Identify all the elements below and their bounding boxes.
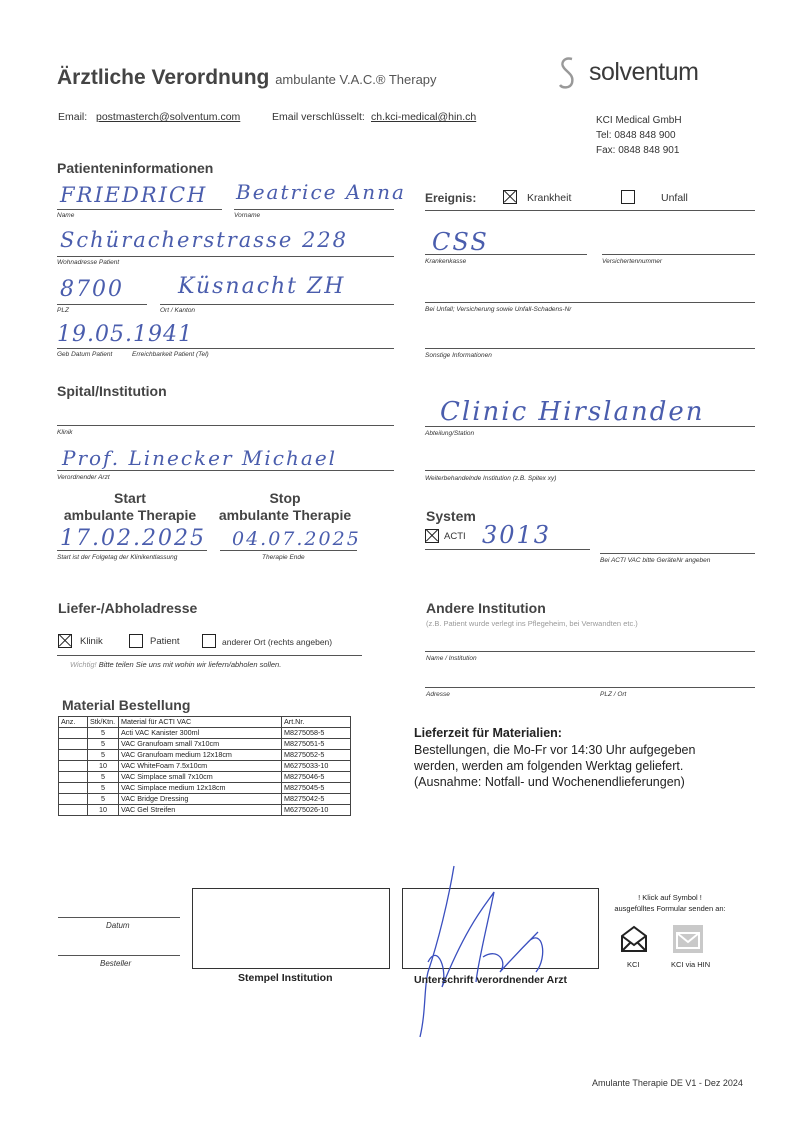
- patient-heading: Patienteninformationen: [57, 160, 214, 176]
- abteilung-label: Abteilung/Station: [425, 430, 475, 437]
- abteilung-value[interactable]: Clinic Hirslanden: [440, 397, 705, 427]
- unfall-info-line: [425, 302, 755, 303]
- delivery-heading: Liefer-/Abholadresse: [58, 600, 198, 616]
- material-nr-cell: M8275045-5: [282, 783, 351, 794]
- start-heading-l2: ambulante Therapie: [63, 507, 197, 523]
- material-stk-cell: 5: [88, 783, 119, 794]
- patient-geb-label: Geb Datum Patient: [57, 351, 113, 358]
- brand-name: solventum: [589, 58, 699, 86]
- material-anz-cell[interactable]: [59, 783, 88, 794]
- delivery-klinik-label: Klinik: [80, 636, 103, 647]
- email-link[interactable]: postmasterch@solventum.com: [96, 111, 241, 123]
- patient-vorname-value[interactable]: Beatrice Anna: [236, 180, 406, 204]
- other-note: (z.B. Patient wurde verlegt ins Pflegeheim, bei Verwandten etc.): [426, 619, 638, 628]
- delivery-anderer-label: [222, 637, 332, 647]
- material-col-anz: Anz.: [59, 717, 88, 728]
- material-nr-cell: M6275033-10: [282, 761, 351, 772]
- material-row: [59, 728, 351, 739]
- abteilung-line: [425, 426, 755, 427]
- solventum-logo-icon: [556, 55, 578, 91]
- system-line: [425, 549, 590, 550]
- system-nr-value[interactable]: 3013: [482, 521, 552, 549]
- arzt-label: Verordnender Arzt: [57, 474, 110, 481]
- email-enc-label: Email verschlüsselt:: [272, 111, 365, 123]
- patient-geb-value[interactable]: 19.05.1941: [57, 322, 193, 347]
- material-name-cell: VAC Granufoam small 7x10cm: [119, 739, 282, 750]
- material-row: [59, 772, 351, 783]
- krankheit-label: Krankheit: [527, 192, 572, 204]
- send-instructions: [590, 892, 750, 914]
- material-name-cell: VAC Gel Streifen: [119, 805, 282, 816]
- besteller-line: [58, 955, 180, 956]
- delivery-hint-text: Bitte teilen Sie uns mit wohin wir liefern/abholen sollen.: [98, 660, 282, 669]
- email-label: Email:: [58, 111, 88, 123]
- material-anz-cell[interactable]: [59, 761, 88, 772]
- material-header-row: [59, 717, 351, 728]
- material-stk-cell: 5: [88, 728, 119, 739]
- patient-plz-label: PLZ: [57, 307, 69, 314]
- company-name: KCI Medical GmbH: [596, 115, 682, 126]
- company-tel: Tel: 0848 848 900: [596, 130, 676, 141]
- patient-adresse-line: [57, 256, 394, 257]
- material-stk-cell: 10: [88, 805, 119, 816]
- other-plz-label: PLZ / Ort: [600, 691, 627, 698]
- weiter-line: [425, 470, 755, 471]
- lieferzeit-heading: Lieferzeit für Materialien:: [414, 726, 562, 740]
- material-row: [59, 805, 351, 816]
- system-nr-line: [600, 553, 755, 554]
- kci-label: KCI: [627, 960, 640, 969]
- mail-kci-hin-icon[interactable]: [672, 924, 704, 954]
- material-name-cell: VAC Simplace small 7x10cm: [119, 772, 282, 783]
- start-heading: [60, 490, 200, 524]
- patient-name-label: Name: [57, 212, 75, 219]
- patient-plz-value[interactable]: 8700: [60, 277, 124, 302]
- other-adresse-line: [425, 687, 755, 688]
- material-row: [59, 739, 351, 750]
- event-label: Ereignis:: [425, 191, 477, 205]
- delivery-hint: [70, 660, 281, 669]
- datum-line: [58, 917, 180, 918]
- lieferzeit-line3: (Ausnahme: Notfall- und Wochenendlieferungen): [414, 775, 685, 789]
- krankenkasse-line: [425, 254, 587, 255]
- stop-date-line: [220, 550, 357, 551]
- material-nr-cell: M8275052-5: [282, 750, 351, 761]
- patient-tel-label: Erreichbarkeit Patient (Tel): [132, 351, 209, 358]
- versnr-label: Versichertennummer: [602, 258, 663, 265]
- unfall-info-label: Bei Unfall; Versicherung sowie Unfall-Schadens-Nr: [425, 306, 572, 313]
- weiter-label: Weiterbehandelnde Institution (z.B. Spitex xy): [425, 475, 557, 482]
- system-caption: Bei ACTI VAC bitte GeräteNr angeben: [600, 557, 711, 564]
- stempel-label: Stempel Institution: [238, 972, 333, 984]
- kci-hin-label: KCI via HIN: [671, 960, 711, 969]
- patient-vorname-line: [234, 209, 394, 210]
- material-anz-cell[interactable]: [59, 772, 88, 783]
- delivery-anderer-text: anderer Ort: [222, 637, 266, 647]
- start-heading-l1: Start: [114, 490, 146, 506]
- patient-ort-value[interactable]: Küsnacht ZH: [178, 274, 346, 299]
- klinik-label: Klinik: [57, 429, 73, 436]
- other-name-line: [425, 651, 755, 652]
- sonstige-line: [425, 348, 755, 349]
- patient-vorname-label: Vorname: [234, 212, 261, 219]
- stop-heading: [215, 490, 355, 524]
- mail-kci-icon[interactable]: [619, 924, 649, 954]
- stop-heading-l2: ambulante Therapie: [218, 507, 352, 523]
- krankenkasse-label: Krankenkasse: [425, 258, 467, 265]
- footer-version: Amulante Therapie DE V1 - Dez 2024: [592, 1078, 743, 1088]
- material-name-cell: VAC Simplace medium 12x18cm: [119, 783, 282, 794]
- delivery-anderer-note: (rechts angeben): [267, 637, 333, 647]
- krankheit-checkbox[interactable]: [503, 190, 517, 204]
- spital-heading: Spital/Institution: [57, 383, 167, 399]
- krankenkasse-value[interactable]: CSS: [432, 228, 489, 256]
- material-col-name: Material für ACTI VAC: [119, 717, 282, 728]
- material-anz-cell[interactable]: [59, 728, 88, 739]
- material-anz-cell[interactable]: [59, 739, 88, 750]
- material-stk-cell: 10: [88, 761, 119, 772]
- delivery-patient-checkbox[interactable]: [129, 634, 143, 648]
- besteller-label: Besteller: [100, 959, 132, 968]
- delivery-line: [57, 655, 362, 656]
- delivery-anderer-checkbox[interactable]: [202, 634, 216, 648]
- material-name-cell: VAC WhiteFoam 7.5x10cm: [119, 761, 282, 772]
- patient-ort-label: Ort / Kanton: [160, 307, 196, 314]
- acti-checkbox[interactable]: [425, 529, 439, 543]
- stempel-box[interactable]: [192, 888, 390, 969]
- email-enc-link[interactable]: ch.kci-medical@hin.ch: [371, 111, 477, 123]
- klinik-line: [57, 425, 394, 426]
- unfall-checkbox[interactable]: [621, 190, 635, 204]
- lieferzeit-text: [414, 742, 695, 790]
- material-anz-cell[interactable]: [59, 750, 88, 761]
- other-name-label: Name / Institution: [426, 655, 477, 662]
- material-name-cell: Acti VAC Kanister 300ml: [119, 728, 282, 739]
- patient-plz-line: [57, 304, 147, 305]
- patient-name-line: [57, 209, 222, 210]
- start-date-line: [57, 550, 207, 551]
- patient-adresse-value[interactable]: Schüracherstrasse 228: [60, 228, 349, 252]
- material-nr-cell: M8275058-5: [282, 728, 351, 739]
- material-row: [59, 761, 351, 772]
- other-heading: Andere Institution: [426, 600, 546, 616]
- material-heading: Material Bestellung: [62, 697, 191, 713]
- lieferzeit-line2: werden, werden am folgenden Werktag geliefert.: [414, 759, 684, 773]
- versnr-line: [602, 254, 755, 255]
- start-date-value[interactable]: 17.02.2025: [60, 526, 206, 551]
- datum-label: Datum: [106, 921, 130, 930]
- material-col-nr: Art.Nr.: [282, 717, 351, 728]
- send-instruction-2: ausgefülltes Formular senden an:: [614, 904, 726, 913]
- doctor-signature-icon: [408, 862, 558, 1042]
- material-stk-cell: 5: [88, 772, 119, 783]
- patient-name-value[interactable]: FRIEDRICH: [60, 183, 208, 207]
- arzt-line: [57, 470, 394, 471]
- company-block: [596, 113, 682, 158]
- material-table: [58, 716, 351, 816]
- material-row: [59, 783, 351, 794]
- patient-geb-line: [57, 348, 394, 349]
- material-name-cell: VAC Granufoam medium 12x18cm: [119, 750, 282, 761]
- material-name-cell: VAC Bridge Dressing: [119, 794, 282, 805]
- delivery-patient-label: Patient: [150, 636, 180, 647]
- material-nr-cell: M8275042-5: [282, 794, 351, 805]
- event-line: [425, 210, 755, 211]
- form-subtitle: ambulante V.A.C.® Therapy: [275, 72, 437, 87]
- start-date-label: Start ist der Folgetag der Klinikentlassung: [57, 554, 178, 561]
- material-nr-cell: M8275046-5: [282, 772, 351, 783]
- material-anz-cell[interactable]: [59, 805, 88, 816]
- unfall-label: Unfall: [661, 192, 688, 204]
- material-col-stk: Stk/Ktn.: [88, 717, 119, 728]
- material-nr-cell: M6275026-10: [282, 805, 351, 816]
- other-adresse-label: Adresse: [426, 691, 450, 698]
- system-heading: System: [426, 508, 476, 524]
- stop-heading-l1: Stop: [269, 490, 301, 506]
- material-anz-cell[interactable]: [59, 794, 88, 805]
- arzt-value[interactable]: Prof. Linecker Michael: [62, 446, 338, 470]
- stop-date-value[interactable]: 04.07.2025: [232, 528, 361, 550]
- acti-label: ACTI: [444, 531, 466, 542]
- patient-adresse-label: Wohnadresse Patient: [57, 259, 120, 266]
- patient-ort-line: [160, 304, 394, 305]
- sonstige-label: Sonstige Informationen: [425, 352, 492, 359]
- material-stk-cell: 5: [88, 750, 119, 761]
- form-title: Ärztliche Verordnung ambulante V.A.C.® Therapy: [57, 66, 437, 89]
- stop-date-label: Therapie Ende: [262, 554, 305, 561]
- company-fax: Fax: 0848 848 901: [596, 145, 680, 156]
- material-row: [59, 794, 351, 805]
- material-row: [59, 750, 351, 761]
- send-instruction-1: ! Klick auf Symbol !: [638, 893, 702, 902]
- material-nr-cell: M8275051-5: [282, 739, 351, 750]
- material-stk-cell: 5: [88, 794, 119, 805]
- lieferzeit-line1: Bestellungen, die Mo-Fr vor 14:30 Uhr aufgegeben: [414, 743, 696, 757]
- signature-label: Unterschrift verordnender Arzt: [414, 974, 568, 986]
- delivery-hint-warn: Wichtig!: [70, 660, 97, 669]
- delivery-klinik-checkbox[interactable]: [58, 634, 72, 648]
- material-stk-cell: 5: [88, 739, 119, 750]
